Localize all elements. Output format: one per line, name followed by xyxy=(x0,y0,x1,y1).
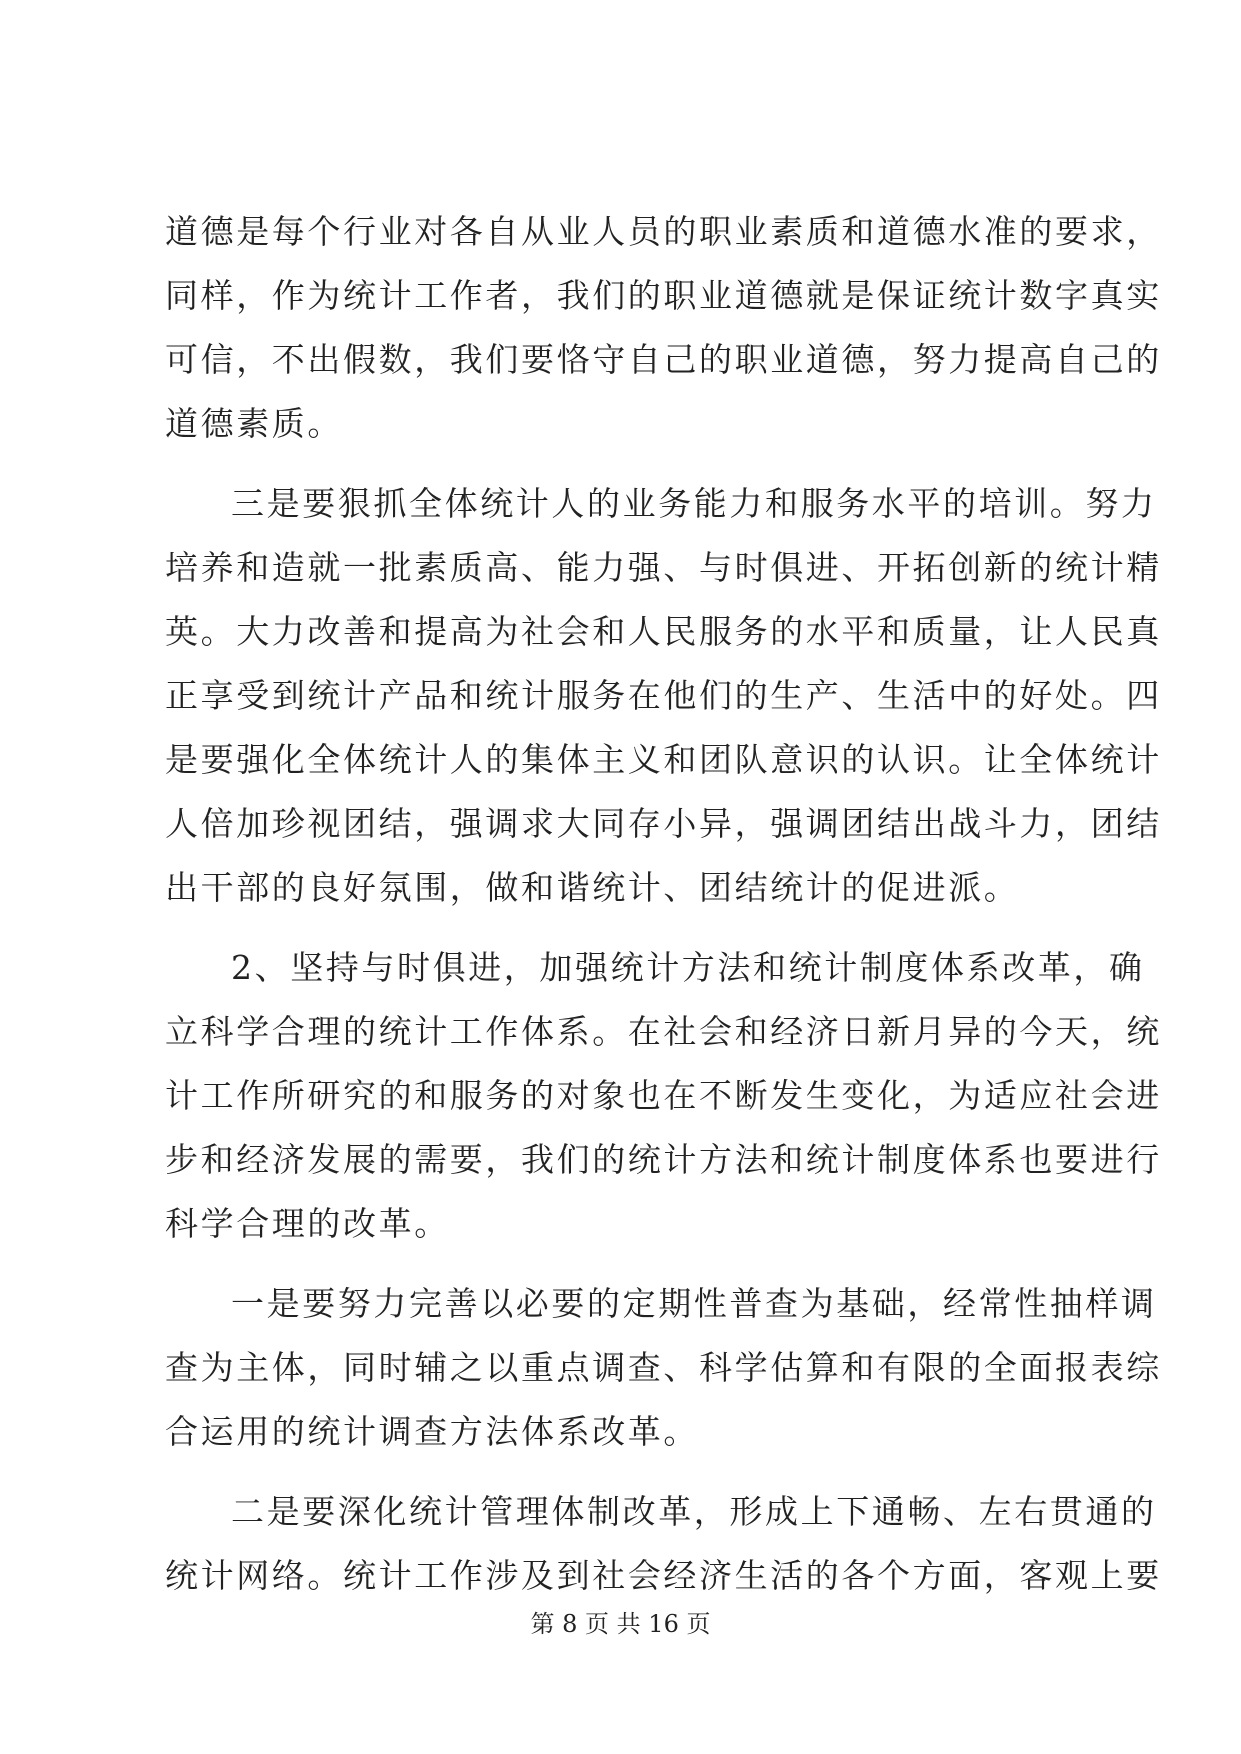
paragraph-5 xyxy=(165,1480,1162,1608)
paragraph-line: 一是要努力完善以必要的定期性普查为基础，经常性抽样调 xyxy=(231,1284,1157,1323)
paragraph-line: 统计网络。统计工作涉及到社会经济生活的各个方面，客观上要 xyxy=(165,1556,1162,1595)
paragraph-line: 科学合理的改革。 xyxy=(165,1204,450,1243)
paragraph-line: 计工作所研究的和服务的对象也在不断发生变化，为适应社会进 xyxy=(165,1076,1162,1115)
paragraph-line: 正享受到统计产品和统计服务在他们的生产、生活中的好处。四 xyxy=(165,676,1162,715)
paragraph-line: 二是要深化统计管理体制改革，形成上下通畅、左右贯通的 xyxy=(231,1492,1157,1531)
document-body xyxy=(165,200,1162,1608)
paragraph-4 xyxy=(165,1272,1162,1464)
paragraph-1 xyxy=(165,200,1162,456)
paragraph-line: 步和经济发展的需要，我们的统计方法和统计制度体系也要进行 xyxy=(165,1140,1162,1179)
page-number-footer: 第 8 页 共 16 页 xyxy=(530,1610,711,1638)
paragraph-line: 可信，不出假数，我们要恪守自己的职业道德，努力提高自己的 xyxy=(165,340,1162,379)
paragraph-line: 2、坚持与时俱进，加强统计方法和统计制度体系改革，确 xyxy=(231,948,1145,987)
paragraph-line: 人倍加珍视团结，强调求大同存小异，强调团结出战斗力，团结 xyxy=(165,804,1162,843)
paragraph-line: 查为主体，同时辅之以重点调查、科学估算和有限的全面报表综 xyxy=(165,1348,1162,1387)
paragraph-line: 是要强化全体统计人的集体主义和团队意识的认识。让全体统计 xyxy=(165,740,1162,779)
paragraph-3 xyxy=(165,936,1162,1256)
paragraph-line: 道德是每个行业对各自从业人员的职业素质和道德水准的要求， xyxy=(165,212,1162,251)
paragraph-line: 立科学合理的统计工作体系。在社会和经济日新月异的今天，统 xyxy=(165,1012,1162,1051)
paragraph-line: 合运用的统计调查方法体系改革。 xyxy=(165,1412,699,1451)
paragraph-line: 出干部的良好氛围，做和谐统计、团结统计的促进派。 xyxy=(165,868,1020,907)
paragraph-2 xyxy=(165,472,1162,920)
paragraph-line: 三是要狠抓全体统计人的业务能力和服务水平的培训。努力 xyxy=(231,484,1157,523)
paragraph-line: 同样，作为统计工作者，我们的职业道德就是保证统计数字真实 xyxy=(165,276,1162,315)
paragraph-line: 道德素质。 xyxy=(165,404,343,443)
paragraph-line: 培养和造就一批素质高、能力强、与时俱进、开拓创新的统计精 xyxy=(165,548,1162,587)
paragraph-line: 英。大力改善和提高为社会和人民服务的水平和质量，让人民真 xyxy=(165,612,1162,651)
